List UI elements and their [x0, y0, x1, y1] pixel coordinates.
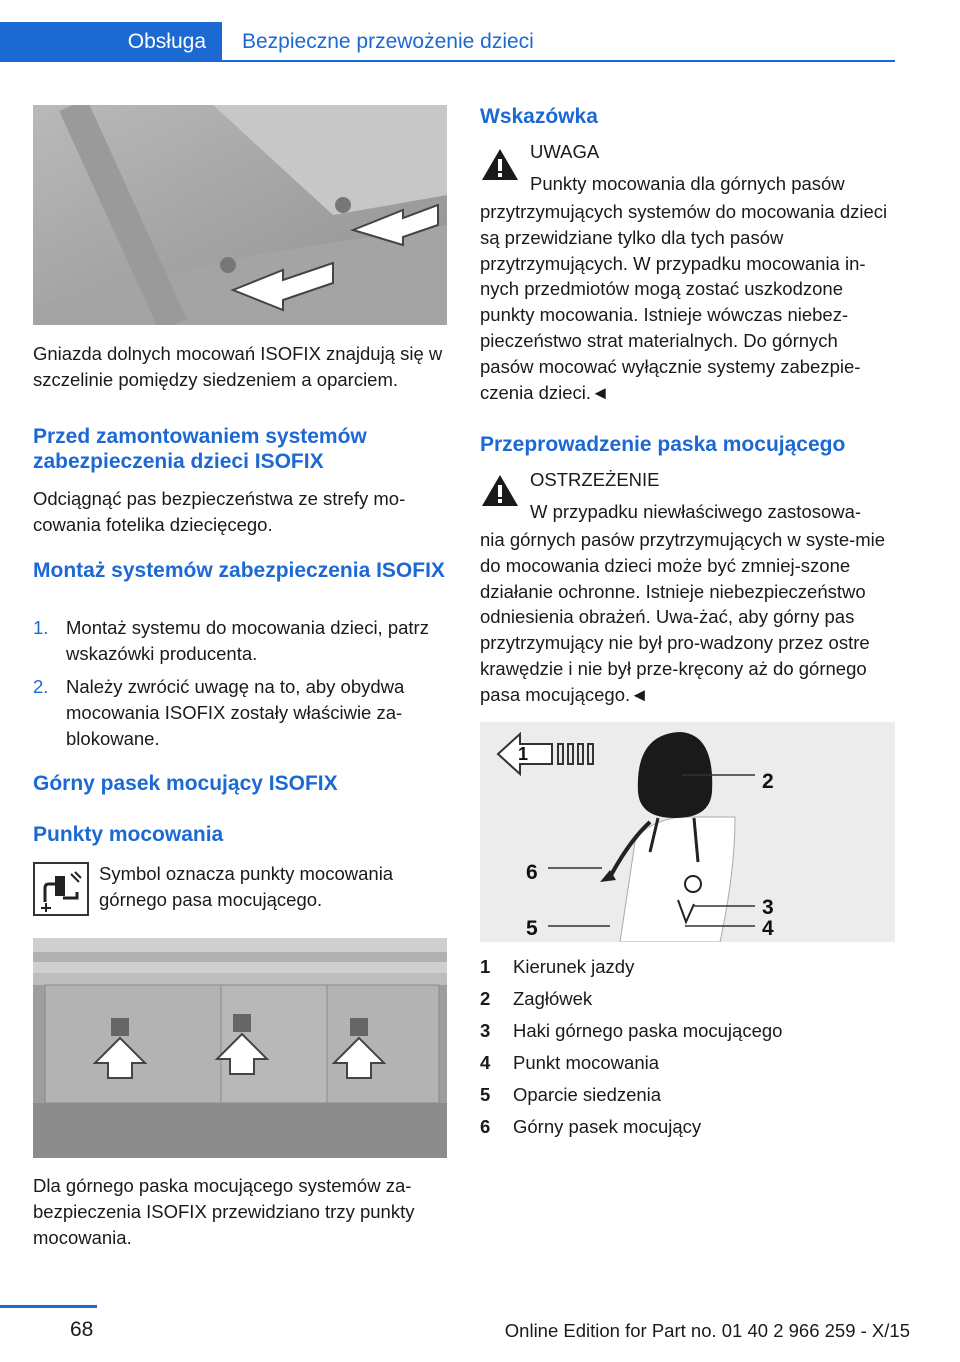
- diagram-label-2: 2: [762, 770, 774, 793]
- note-title: Wskazówka: [480, 105, 598, 128]
- warning1-first-line: Punkty mocowania dla górnych pasów: [530, 173, 845, 194]
- legend-text: Punkt mocowania: [513, 1052, 660, 1073]
- warning-icon: [480, 146, 520, 182]
- chapter-tab-label: Obsługa: [127, 30, 206, 53]
- legend-row: [480, 1084, 661, 1106]
- photo1-caption: Gniazda dolnych mocowań ISOFIX znajdują się w szczelinie pomiędzy siedzeniem a oparciem.: [33, 343, 443, 390]
- legend-text: Haki górnego paska mocującego: [513, 1020, 783, 1041]
- legend-row: [480, 988, 592, 1010]
- list-number: 1.: [33, 617, 49, 638]
- page-number: 68: [70, 1318, 94, 1341]
- section-route-tether-title: [480, 432, 895, 457]
- list-item: [33, 615, 447, 667]
- symbol-description: Symbol oznacza punkty mocowania górnego pasa mocującego.: [99, 863, 394, 910]
- trunk-anchor-photo: [33, 938, 447, 1158]
- section-before-install-heading: Przed zamontowaniem systemów zabezpieczenia dzieci ISOFIX: [33, 425, 367, 473]
- legend-number: 3: [480, 1020, 491, 1041]
- edition-note: Online Edition for Part no. 01 40 2 966 259 - X/15: [504, 1320, 910, 1341]
- subsection-anchor-points-title: [33, 822, 447, 847]
- warning1-heading: UWAGA: [530, 141, 600, 162]
- tether-anchor-symbol-icon: [33, 862, 89, 916]
- warning1-body: przytrzymujących systemów do mocowania dzieci są przewidziane tylko dla tych pasów przytrzymujących. W przypadku mocowania in‐nych przedmiotów mogą zostać uszkodzone punkty mocowania. Istnieje wówczas niebez‐pieczeństwo strat materialnych. Do górnych pasów mocować wyłącznie systemy zabezpie‐czenia dzieci.◄: [480, 201, 888, 403]
- breadcrumb[interactable]: Bezpieczne przewożenie dzieci: [242, 30, 534, 53]
- legend-text: Zagłówek: [513, 988, 593, 1009]
- section-before-install-title: [33, 424, 447, 474]
- legend-text: Kierunek jazdy: [513, 956, 635, 977]
- legend-row: [480, 1020, 782, 1042]
- list-number: 2.: [33, 676, 49, 697]
- legend-number: 1: [480, 956, 491, 977]
- photo2-caption: Dla górnego paska mocującego systemów za‐bezpieczenia ISOFIX przewidziano trzy punkty mocowania.: [33, 1175, 415, 1248]
- section-before-install-body: Odciągnąć pas bezpieczeństwa ze strefy mo‐cowania fotelika dziecięcego.: [33, 488, 406, 535]
- legend-row: [480, 956, 634, 978]
- warning-icon: [480, 472, 520, 508]
- header-rule: [222, 60, 895, 62]
- chapter-tab[interactable]: [0, 22, 222, 62]
- legend-number: 2: [480, 988, 491, 1009]
- legend-row: [480, 1052, 659, 1074]
- legend-row: [480, 1116, 701, 1138]
- subsection-anchor-points-heading: Punkty mocowania: [33, 823, 224, 846]
- section-install-heading: Montaż systemów zabezpieczenia ISOFIX: [33, 559, 445, 582]
- isofix-seat-photo: [33, 105, 447, 325]
- tether-routing-diagram: [480, 722, 895, 942]
- diagram-label-1: 1: [518, 744, 529, 764]
- legend-text: Górny pasek mocujący: [513, 1116, 702, 1137]
- section-top-tether-heading: Górny pasek mocujący ISOFIX: [33, 772, 338, 795]
- footer-rule: [0, 1305, 97, 1308]
- legend-number: 6: [480, 1116, 491, 1137]
- diagram-label-6: 6: [526, 861, 538, 884]
- warning2-body: nia górnych pasów przytrzymujących w syste‐mie do mocowania dzieci może być zmniej‐szone działanie ochronne. Istnieje niebezpieczeństwo odniesienia obrażeń. Uwa‐żać, aby górny pas przytrzymujący nie był pro‐wadzony przez ostre krawędzie i nie był prze‐kręcony aż do górnego pasa mocującego.◄: [480, 529, 886, 705]
- diagram-label-5: 5: [526, 917, 538, 940]
- legend-text: Oparcie siedzenia: [513, 1084, 662, 1105]
- list-text: Należy zwrócić uwagę na to, aby obydwa mocowania ISOFIX zostały właściwie za‐blokowane.: [66, 676, 405, 749]
- note-title-wrap: [480, 104, 598, 129]
- list-text: Montaż systemu do mocowania dzieci, patrz wskazówki producenta.: [66, 617, 429, 664]
- warning2-heading: OSTRZEŻENIE: [530, 469, 660, 490]
- section-route-tether-heading: Przeprowadzenie paska mocującego: [480, 433, 846, 456]
- diagram-label-4: 4: [762, 917, 774, 940]
- diagram-label-3: 3: [762, 896, 774, 919]
- legend-number: 5: [480, 1084, 491, 1105]
- warning2-first-line: W przypadku niewłaściwego zastosowa‐: [530, 501, 862, 522]
- section-top-tether-title: [33, 771, 447, 796]
- section-install-title: [33, 558, 447, 583]
- list-item: [33, 674, 447, 752]
- legend-number: 4: [480, 1052, 491, 1073]
